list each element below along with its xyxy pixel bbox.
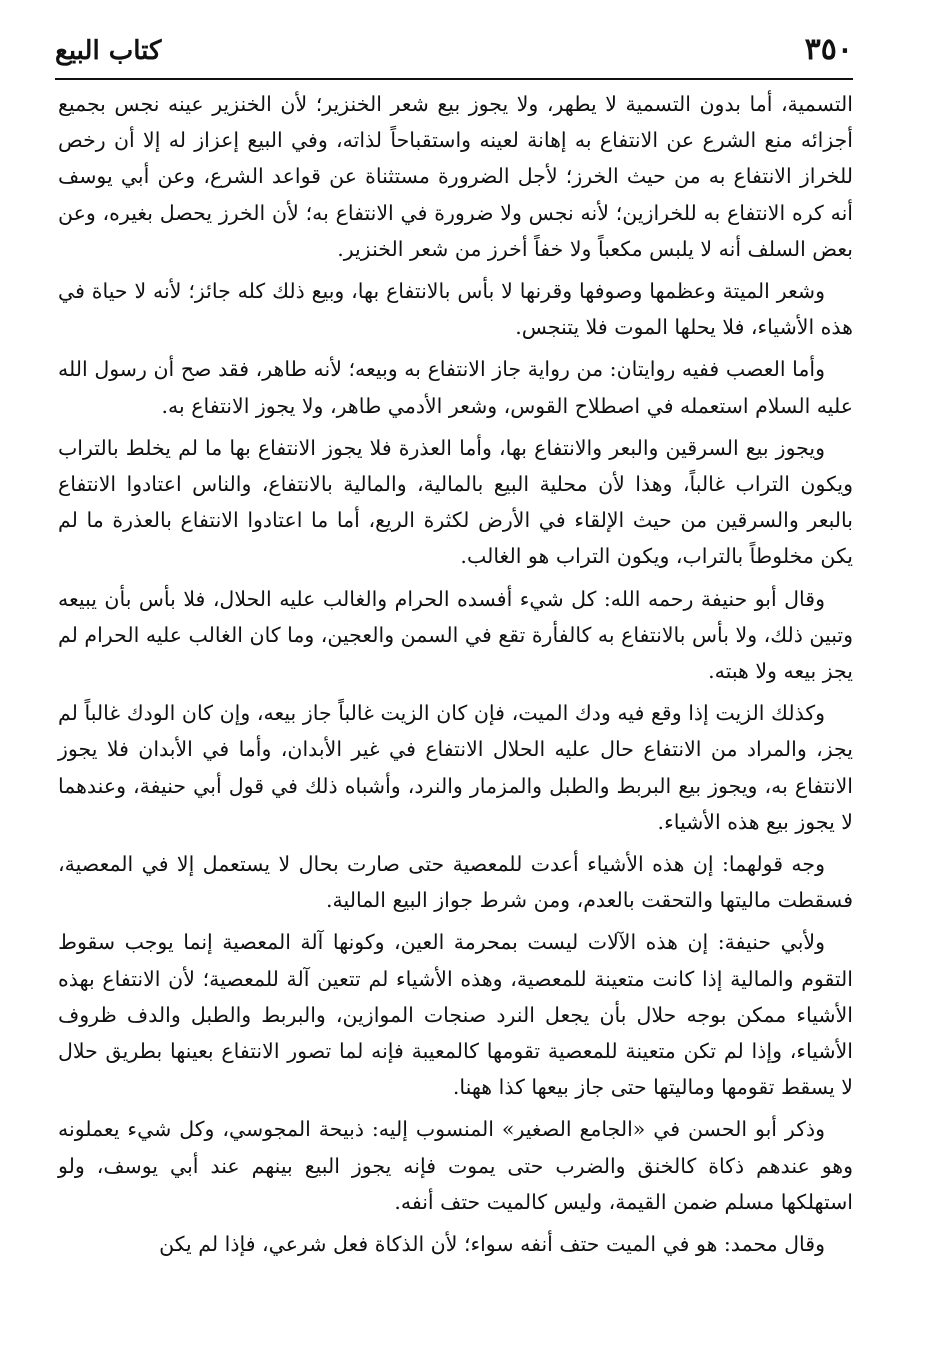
paragraph-5: وقال أبو حنيفة رحمه الله: كل شيء أفسده الحرام والغالب عليه الحلال، فلا بأس بأن يبيعه وتبين ذلك، ولا بأس بالانتفاع به كالفأرة تقع في السمن والعجين، وما كان الغالب عليه الحرام لم يجز بيعه ولا هبته. [58, 586, 853, 684]
paragraph-10: وقال محمد: هو في الميت حتف أنفه سواء؛ لأن الذكاة فعل شرعي، فإذا لم يكن [159, 1232, 825, 1257]
paragraph-2: وشعر الميتة وعظمها وصوفها وقرنها لا بأس بالانتفاع بها، وبيع ذلك كله جائز؛ لأنه لا حياة في هذه الأشياء، فلا يحلها الموت فلا يتنجس. [58, 279, 853, 340]
paragraph-4: ويجوز بيع السرقين والبعر والانتفاع بها، وأما العذرة فلا يجوز الانتفاع بها ما لم يخلط بالتراب ويكون التراب غالباً، وهذا لأن محلية البيع بالمالية، والمالية بالانتفاع، والناس اعتادوا الانتفاع بالبعر والسرقين من حيث الإلقاء في الأرض لكثرة الريع، أما ما اعتادوا الانتفاع بالعذرة ما لم يكن مخلوطاً بالتراب، ويكون التراب هو الغالب. [58, 435, 853, 569]
paragraph-9: وذكر أبو الحسن في «الجامع الصغير» المنسوب إليه: ذبيحة المجوسي، وكل شيء يعملونه وهو عندهم ذكاة كالخنق والضرب حتى يموت فإنه يجوز البيع بينهم عند أبي يوسف، ولو استهلكها مسلم ضمن القيمة، وليس كالميت حتف أنفه. [58, 1117, 853, 1214]
paragraph-3: وأما العصب ففيه روايتان: من رواية جاز الانتفاع به وبيعه؛ لأنه طاهر، فقد صح أن رسول الله عليه السلام استعمله في اصطلاح القوس، وشعر الأدمي طاهر، ولا يجوز الانتفاع به. [58, 357, 853, 418]
paragraph-8: ولأبي حنيفة: إن هذه الآلات ليست بمحرمة العين، وكونها آلة المعصية إنما يوجب سقوط التقوم والمالية إذا كانت متعينة للمعصية، وهذه الأشياء لم تتعين آلة للمعصية؛ لأن الانتفاع بهذه الأشياء ممكن بوجه حلال بأن يجعل النرد صنجات الموازين، والبربط والطبل والدف ظروف الأشياء، وإذا لم تكن متعينة للمعصية تقومها كالمعيبة فإنه لما تصور الانتفاع بعينها بطريق حلال لا يسقط تقومها وماليتها حتى جاز بيعها كذا ههنا. [58, 930, 853, 1100]
paragraph-6: وكذلك الزيت إذا وقع فيه ودك الميت، فإن كان الزيت غالباً جاز بيعه، وإن كان الودك غالباً لم يجز، والمراد من الانتفاع حال عليه الحلال الانتفاع في غير الأبدان، وأما في الأبدان فلا يجوز الانتفاع به، ويجوز بيع البربط والطبل والمزمار والنرد، وأشباه ذلك في قول أبي حنيفة، وعندهما لا يجوز بيع هذه الأشياء. [58, 701, 853, 834]
page-body [58, 86, 853, 1268]
page-header [55, 30, 853, 74]
header-divider [55, 78, 853, 80]
paragraph-1: التسمية، أما بدون التسمية لا يطهر، ولا يجوز بيع شعر الخنزير؛ لأن الخنزير عينه نجس بجميع أجزائه منع الشرع عن الانتفاع به إهانة لعينه واستقباحاً لذاته، وفي البيع إعزاز له إلا أن رخص للخراز الانتفاع به من حيث الخرز؛ لأجل الضرورة مستثناة عن قواعد الشرع، وعن أبي يوسف أنه كره الانتفاع به للخرازين؛ لأنه نجس ولا ضرورة في الانتفاع به؛ لأن الخرز يحصل بغيره، وعن بعض السلف أنه لا يلبس مكعباً ولا خفاً أخرز من شعر الخنزير. [58, 92, 853, 261]
running-title: كتاب البيع [55, 36, 162, 66]
paragraph-7: وجه قولهما: إن هذه الأشياء أعدت للمعصية حتى صارت بحال لا يستعمل إلا في المعصية، فسقطت ماليتها والتحقت بالعدم، ومن شرط جواز البيع المالية. [58, 852, 853, 913]
page-number: ٣٥٠ [804, 32, 853, 67]
